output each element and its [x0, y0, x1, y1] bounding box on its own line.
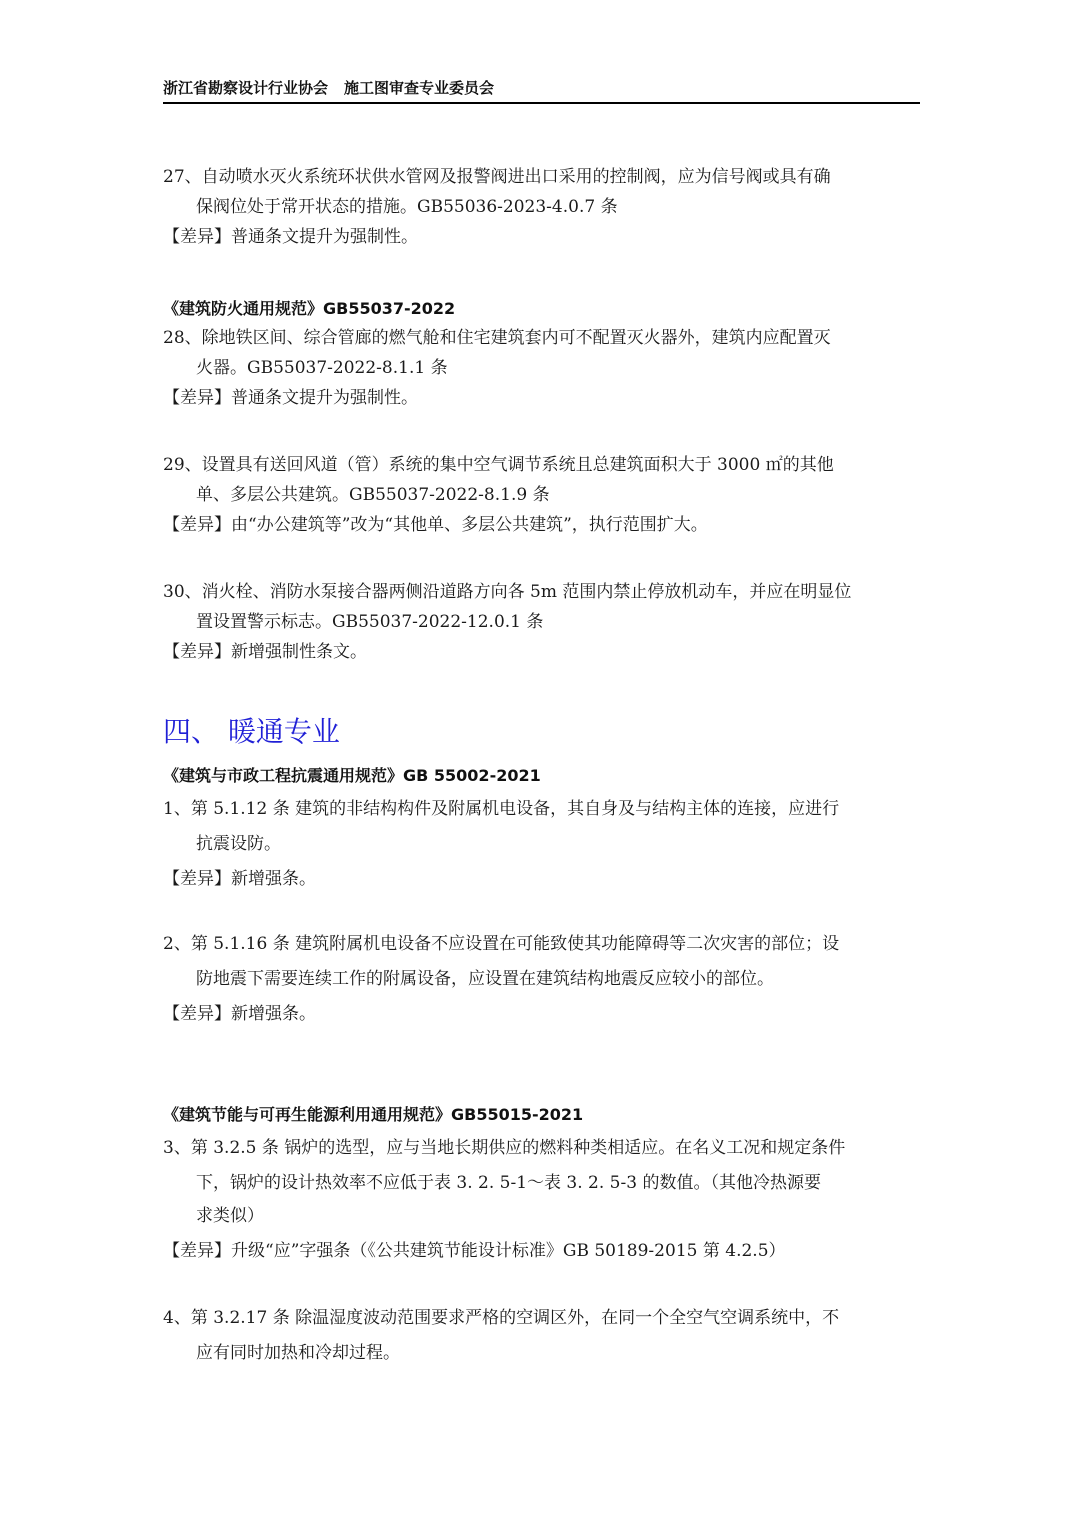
item-diff: 【差异】普通条文提升为强制性。: [163, 227, 418, 247]
hvac-item-4: [163, 1303, 923, 1368]
item-29: [163, 450, 923, 540]
item-30: [163, 577, 923, 667]
hvac-item-3: [163, 1133, 923, 1266]
standard-title: 《建筑防火通用规范》GB55037-2022: [163, 299, 456, 318]
item-diff: 【差异】新增强制性条文。: [163, 642, 367, 662]
item-text: 抗震设防。: [196, 834, 281, 854]
standard-title: 《建筑节能与可再生能源利用通用规范》GB55015-2021: [163, 1105, 584, 1124]
item-27: [163, 162, 923, 252]
item-text: 30、消火栓、消防水泵接合器两侧沿道路方向各 5m 范围内禁止停放机动车，并应在明显位: [163, 582, 852, 602]
standard-title: 《建筑与市政工程抗震通用规范》GB 55002-2021: [163, 766, 541, 785]
standard-heading-energy: [163, 1100, 923, 1130]
item-text: 防地震下需要连续工作的附属设备，应设置在建筑结构地震反应较小的部位。: [196, 969, 774, 989]
page-header: [163, 76, 920, 104]
item-text: 1、第 5.1.12 条 建筑的非结构构件及附属机电设备，其自身及与结构主体的连接，应进行: [163, 799, 840, 819]
item-text: 3、第 3.2.5 条 锅炉的选型，应与当地长期供应的燃料种类相适应。在名义工况和规定条件: [163, 1138, 846, 1158]
header-committee: 施工图审查专业委员会: [344, 79, 495, 97]
hvac-item-1: [163, 794, 923, 894]
header-org: 浙江省勘察设计行业协会: [163, 79, 329, 97]
item-diff: 【差异】新增强条。: [163, 1004, 316, 1024]
item-text: 火器。GB55037-2022-8.1.1 条: [196, 358, 448, 378]
item-diff: 【差异】由“办公建筑等”改为“其他单、多层公共建筑”，执行范围扩大。: [163, 515, 708, 535]
item-text: 27、自动喷水灭火系统环状供水管网及报警阀进出口采用的控制阀，应为信号阀或具有确: [163, 167, 831, 187]
item-text: 置设置警示标志。GB55037-2022-12.0.1 条: [196, 612, 544, 632]
item-text: 下，锅炉的设计热效率不应低于表 3. 2. 5-1～表 3. 2. 5-3 的数值。（其他冷热源要: [196, 1173, 821, 1193]
item-text: 29、设置具有送回风道（管）系统的集中空气调节系统且总建筑面积大于 3000 ㎡的其他: [163, 455, 834, 475]
item-diff: 【差异】普通条文提升为强制性。: [163, 388, 418, 408]
section-title: 四、 暖通专业: [163, 715, 340, 748]
hvac-item-2: [163, 929, 923, 1029]
item-text: 2、第 5.1.16 条 建筑附属机电设备不应设置在可能致使其功能障碍等二次灾害的部位；设: [163, 934, 840, 954]
item-diff: 【差异】新增强条。: [163, 869, 316, 889]
standard-heading-fire: [163, 294, 923, 324]
item-text: 4、第 3.2.17 条 除温湿度波动范围要求严格的空调区外，在同一个全空气空调系统中，不: [163, 1308, 840, 1328]
standard-heading-seismic: [163, 761, 923, 791]
item-text: 单、多层公共建筑。GB55037-2022-8.1.9 条: [196, 485, 550, 505]
item-text: 保阀位处于常开状态的措施。GB55036-2023-4.0.7 条: [196, 197, 618, 217]
item-diff: 【差异】升级“应”字强条（《公共建筑节能设计标准》GB 50189-2015 第 4.2.5）: [163, 1241, 786, 1261]
item-text: 应有同时加热和冷却过程。: [196, 1343, 400, 1363]
item-text: 求类似）: [196, 1206, 264, 1226]
item-28: [163, 323, 923, 413]
item-text: 28、除地铁区间、综合管廊的燃气舱和住宅建筑套内可不配置灭火器外，建筑内应配置灭: [163, 328, 831, 348]
